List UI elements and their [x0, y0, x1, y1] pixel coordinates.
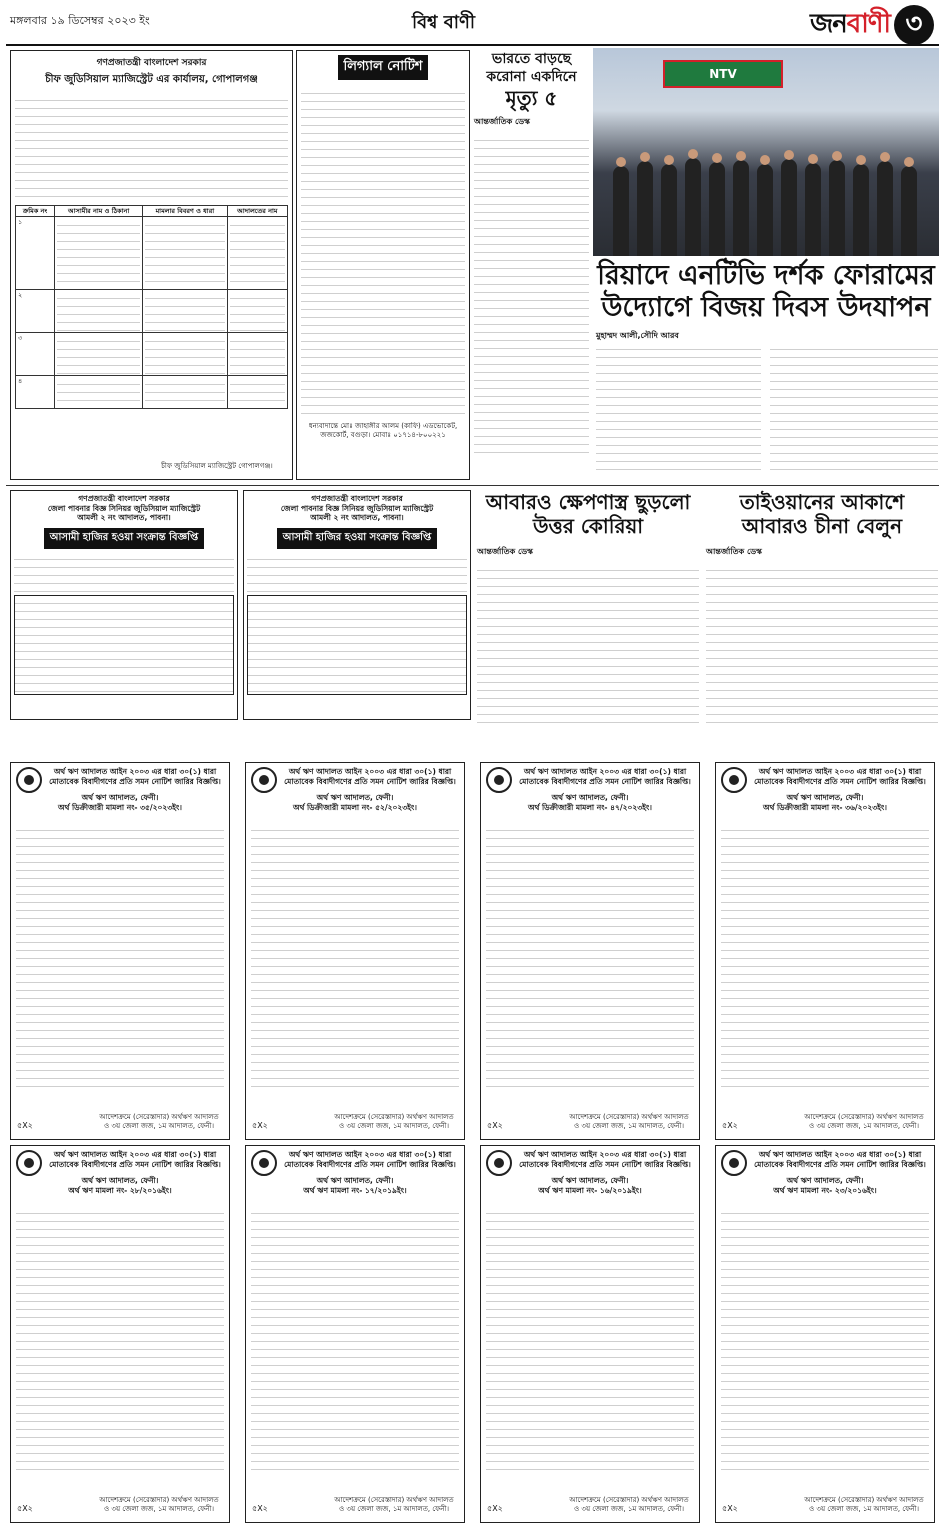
court-seal-icon: [486, 767, 512, 793]
legal-notice-sign: ধন্যবাদান্তে মোঃ জাহাঙ্গীর আলম (কাফি) এডভোকেট, জজকোর্ট, বগুড়া। মোবাঃ ০১৭১৪-৮০০২২১: [308, 422, 458, 439]
table-row: ২: [16, 290, 288, 333]
notice-office: চীফ জুডিসিয়াল ম্যাজিস্ট্রেট এর কার্যালয়, গোপালগঞ্জ: [45, 74, 258, 85]
court-ad: অর্থ ঋণ আদালত আইন ২০০৩ এর ধারা ৩০(১) ধারা মোতাবেক বিবাদীগণের প্রতি সমন নোটিশ জারির বিজ্ঞপ্তি। অর্থ ঋণ আদালত, ফেনী। অর্থ ডিক্রীজারী মামলা নং- ৩৫/২০২৩ইং। আদেশক্রমে (সেরেস্তাদার) অর্থঋণ আদালত ও ৩য় জেলা জজ, ১ম আদালত, ফেনী। ৫X২: [10, 762, 230, 1140]
event-photo: [593, 48, 939, 256]
story-covid-byline: আন্তর্জাতিক ডেস্ক: [474, 117, 530, 126]
logo-text: জনবাণী: [810, 9, 890, 39]
header-rule: [6, 44, 939, 46]
court-notice: [10, 50, 293, 480]
court-ad: অর্থ ঋণ আদালত আইন ২০০৩ এর ধারা ৩০(১) ধারা মোতাবেক বিবাদীগণের প্রতি সমন নোটিশ জারির বিজ্ঞপ্তি। অর্থ ঋণ আদালত, ফেনী। অর্থ ঋণ মামলা নং- ২৩/২০১৬ইং। আদেশক্রমে (সেরেস্তাদার) অর্থঋণ আদালত ও ৩য় জেলা জজ, ১ম আদালত, ফেনী। ৫X২: [715, 1145, 935, 1523]
story-north-korea: [477, 490, 699, 720]
court-ad: অর্থ ঋণ আদালত আইন ২০০৩ এর ধারা ৩০(১) ধারা মোতাবেক বিবাদীগণের প্রতি সমন নোটিশ জারির বিজ্ঞপ্তি। অর্থ ঋণ আদালত, ফেনী। অর্থ ডিক্রীজারী মামলা নং- ৫২/২০২৩ইং। আদেশক্রমে (সেরেস্তাদার) অর্থঋণ আদালত ও ৩য় জেলা জজ, ১ম আদালত, ফেনী। ৫X২: [245, 762, 465, 1140]
notice-gov: গণপ্রজাতন্ত্রী বাংলাদেশ সরকার: [96, 58, 207, 68]
story-ntv-byline: মুহাম্মদ আলী,সৌদি আরব: [596, 331, 679, 340]
page-number: ৩: [894, 5, 934, 45]
legal-notice-body: [301, 86, 465, 416]
court-ad: অর্থ ঋণ আদালত আইন ২০০৩ এর ধারা ৩০(১) ধারা মোতাবেক বিবাদীগণের প্রতি সমন নোটিশ জারির বিজ্ঞপ্তি। অর্থ ঋণ আদালত, ফেনী। অর্থ ঋণ মামলা নং- ২৮/২০১৬ইং। আদেশক্রমে (সেরেস্তাদার) অর্থঋণ আদালত ও ৩য় জেলা জজ, ১ম আদালত, ফেনী। ৫X২: [10, 1145, 230, 1523]
warrant-notice-1: গণপ্রজাতন্ত্রী বাংলাদেশ সরকার জেলা পাবনার বিজ্ঞ সিনিয়র জুডিসিয়াল ম্যাজিস্ট্রেট আমলী ২ নং আদালত, পাবনা। আসামী হাজির হওয়া সংক্রান্ত বিজ্ঞপ্তি: [10, 490, 238, 720]
page-date: মঙ্গলবার ১৯ ডিসেম্বর ২০২৩ ইং: [10, 14, 150, 27]
photo-banner: NTV: [663, 60, 783, 88]
table-row: ৩: [16, 333, 288, 376]
story-nk-byline: আন্তর্জাতিক ডেস্ক: [477, 547, 533, 556]
story-covid-body: [474, 133, 589, 453]
warrant-notice-2: গণপ্রজাতন্ত্রী বাংলাদেশ সরকার জেলা পাবনার বিজ্ঞ সিনিয়র জুডিসিয়াল ম্যাজিস্ট্রেট আমলী ২ নং আদালত, পাবনা। আসামী হাজির হওয়া সংক্রান্ত বিজ্ঞপ্তি: [243, 490, 471, 720]
section-title: বিশ্ব বাণী: [412, 12, 475, 33]
notice-signature: চীফ জুডিসিয়াল ম্যাজিস্ট্রেট গোপালগঞ্জ।: [161, 462, 273, 470]
court-ad: অর্থ ঋণ আদালত আইন ২০০৩ এর ধারা ৩০(১) ধারা মোতাবেক বিবাদীগণের প্রতি সমন নোটিশ জারির বিজ্ঞপ্তি। অর্থ ঋণ আদালত, ফেনী। অর্থ ডিক্রীজারী মামলা নং- ৩৬/২০২৩ইং। আদেশক্রমে (সেরেস্তাদার) অর্থঋণ আদালত ও ৩য় জেলা জজ, ১ম আদালত, ফেনী। ৫X২: [715, 762, 935, 1140]
legal-notice: [296, 50, 470, 480]
story-covid-headline: মৃত্যু ৫: [505, 86, 558, 110]
col-case: মামলার বিবরণ ও ধারা: [143, 206, 227, 217]
col-name: আসামীর নাম ও ঠিকানা: [55, 206, 143, 217]
legal-notice-title: লিগ্যাল নোটিশ: [338, 55, 429, 80]
warrant-2-title: আসামী হাজির হওয়া সংক্রান্ত বিজ্ঞপ্তি: [277, 528, 438, 549]
accused-table: [15, 205, 288, 409]
story-ntv-body-2: [770, 342, 938, 470]
story-ntv-body-1: [596, 342, 761, 470]
warrant-1-title: আসামী হাজির হওয়া সংক্রান্ত বিজ্ঞপ্তি: [44, 528, 205, 549]
court-seal-icon: [251, 767, 277, 793]
court-seal-icon: [16, 1150, 42, 1176]
col-serial: ক্রমিক নং: [16, 206, 55, 217]
court-seal-icon: [486, 1150, 512, 1176]
story-taiwan: [706, 490, 938, 720]
court-ad: অর্থ ঋণ আদালত আইন ২০০৩ এর ধারা ৩০(১) ধারা মোতাবেক বিবাদীগণের প্রতি সমন নোটিশ জারির বিজ্ঞপ্তি। অর্থ ঋণ আদালত, ফেনী। অর্থ ঋণ মামলা নং- ১৬/২০১৯ইং। আদেশক্রমে (সেরেস্তাদার) অর্থঋণ আদালত ও ৩য় জেলা জজ, ১ম আদালত, ফেনী। ৫X২: [480, 1145, 700, 1523]
divider: [6, 485, 939, 486]
court-seal-icon: [721, 767, 747, 793]
story-ntv-headline: রিয়াদে এনটিভি দর্শক ফোরামের উদ্যোগে বিজয় দিবস উদযাপন: [597, 260, 935, 323]
story-tw-byline: আন্তর্জাতিক ডেস্ক: [706, 547, 762, 556]
story-tw-headline: তাইওয়ানের আকাশে আবারও চীনা বেলুন: [739, 490, 905, 538]
notice-body: [15, 93, 288, 201]
story-covid-kicker: ভারতে বাড়ছে করোনা একদিনে: [486, 51, 577, 85]
newspaper-logo: [810, 2, 938, 48]
court-ad: অর্থ ঋণ আদালত আইন ২০০৩ এর ধারা ৩০(১) ধারা মোতাবেক বিবাদীগণের প্রতি সমন নোটিশ জারির বিজ্ঞপ্তি। অর্থ ঋণ আদালত, ফেনী। অর্থ ডিক্রীজারী মামলা নং- ৪৭/২০২৩ইং। আদেশক্রমে (সেরেস্তাদার) অর্থঋণ আদালত ও ৩য় জেলা জজ, ১ম আদালত, ফেনী। ৫X২: [480, 762, 700, 1140]
col-court: আদালতের নাম: [227, 206, 287, 217]
story-nk-headline: আবারও ক্ষেপণাস্ত্র ছুড়লো উত্তর কোরিয়া: [485, 490, 691, 538]
court-seal-icon: [16, 767, 42, 793]
story-nk-body: [477, 563, 699, 723]
table-row: ৪: [16, 376, 288, 409]
table-row: ১: [16, 217, 288, 290]
court-ad: অর্থ ঋণ আদালত আইন ২০০৩ এর ধারা ৩০(১) ধারা মোতাবেক বিবাদীগণের প্রতি সমন নোটিশ জারির বিজ্ঞপ্তি। অর্থ ঋণ আদালত, ফেনী। অর্থ ঋণ মামলা নং- ১৭/২০১৯ইং। আদেশক্রমে (সেরেস্তাদার) অর্থঋণ আদালত ও ৩য় জেলা জজ, ১ম আদালত, ফেনী। ৫X২: [245, 1145, 465, 1523]
story-covid: [474, 50, 589, 470]
story-tw-body: [706, 563, 938, 723]
court-seal-icon: [251, 1150, 277, 1176]
court-seal-icon: [721, 1150, 747, 1176]
